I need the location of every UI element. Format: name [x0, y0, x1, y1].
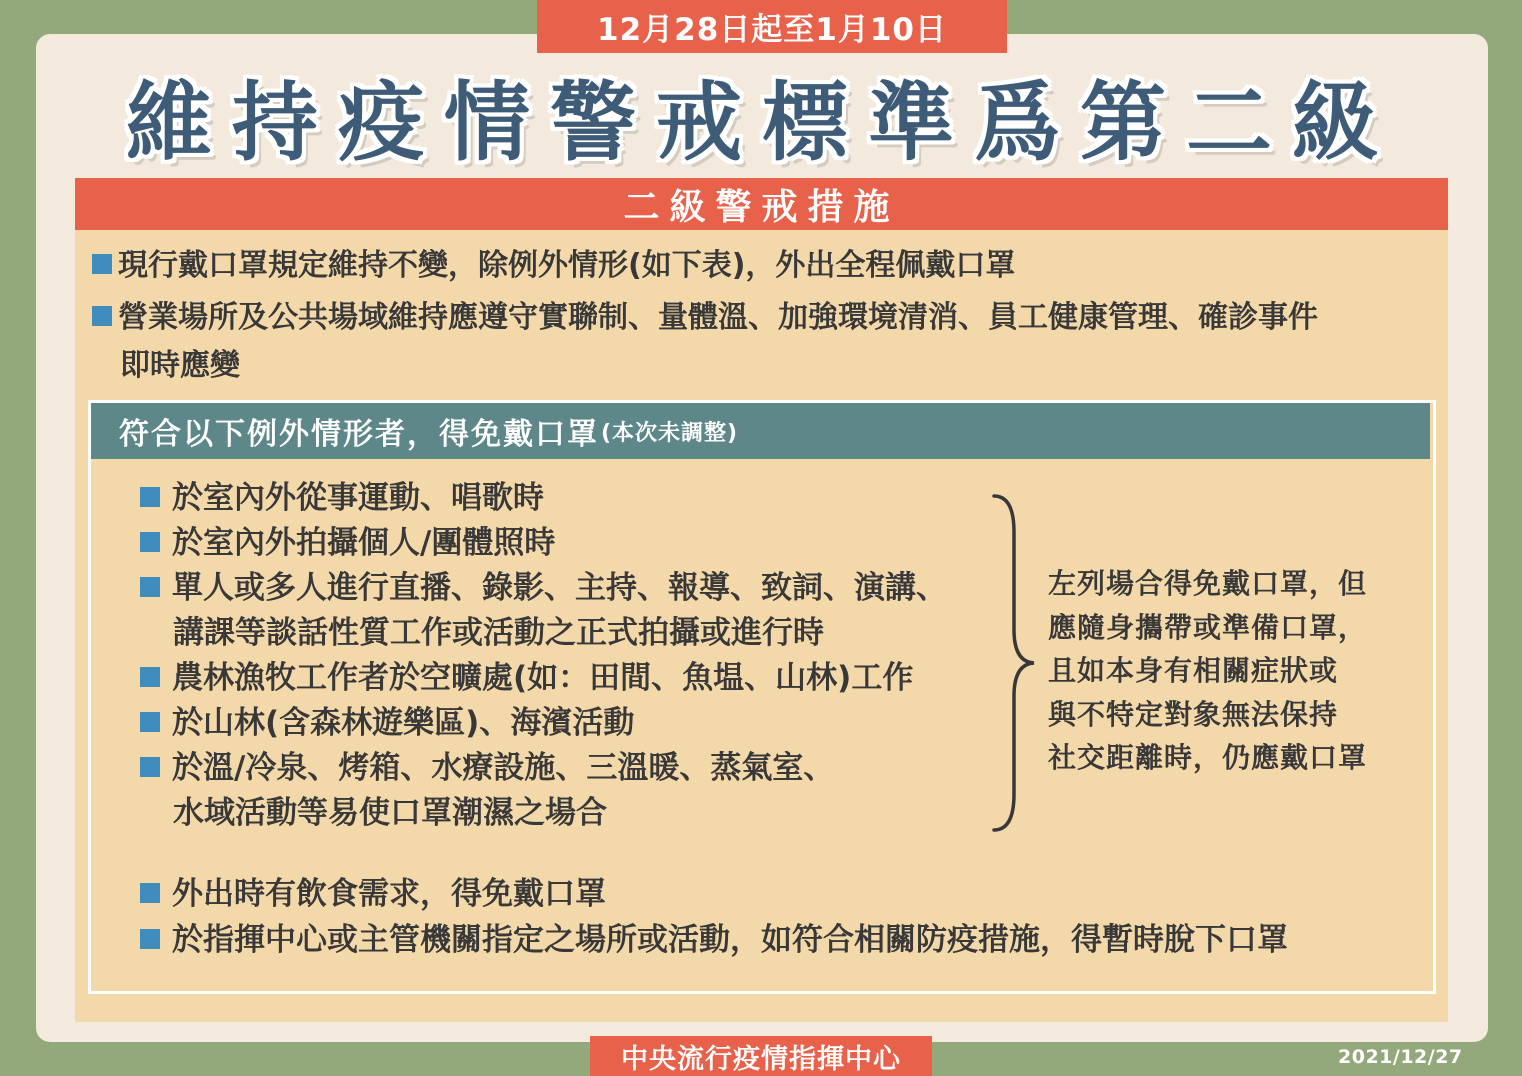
square-bullet-icon [140, 487, 160, 507]
square-bullet-icon [92, 306, 112, 326]
side-note-line: 與不特定對象無法保持 [1048, 697, 1339, 731]
exception-text: 於溫/冷泉、烤箱、水療設施、三溫暖、蒸氣室、 [172, 750, 835, 786]
date-range-tab [537, 0, 1007, 53]
agency-name: 中央流行疫情指揮中心 [621, 1043, 901, 1075]
exception-item [140, 521, 1000, 566]
section-header: 二級警戒措施 [75, 178, 1448, 230]
exception-text: 外出時有飲食需求，得免戴口罩 [172, 876, 606, 912]
agency-tab [590, 1036, 932, 1076]
exception-item [140, 918, 1420, 963]
main-title: 維持疫情警戒標準爲第二級 [126, 73, 1398, 173]
square-bullet-icon [140, 577, 160, 597]
rule-text: 現行戴口罩規定維持不變，除例外情形(如下表)，外出全程佩戴口罩 [118, 248, 1016, 283]
exceptions-header-text: 符合以下例外情形者，得免戴口罩 [119, 417, 599, 452]
side-note-line: 應隨身攜帶或準備口罩， [1048, 610, 1368, 644]
exceptions-header [91, 403, 1430, 459]
exception-text: 單人或多人進行直播、錄影、主持、報導、致詞、演講、 [172, 570, 947, 606]
rule-text-continued: 即時應變 [120, 348, 240, 383]
rule-item [92, 242, 1437, 290]
exception-item [140, 872, 1420, 917]
square-bullet-icon [92, 254, 112, 274]
side-note-line: 左列場合得免戴口罩，但 [1048, 567, 1368, 600]
exception-text: 農林漁牧工作者於空曠處(如：田間、魚塭、山林)工作 [172, 660, 914, 696]
square-bullet-icon [140, 883, 160, 903]
exception-item [140, 476, 1000, 521]
published-date: 2021/12/27 [1338, 1046, 1463, 1068]
side-note-line: 且如本身有相關症狀或 [1048, 654, 1339, 687]
square-bullet-icon [140, 757, 160, 777]
exception-text: 於山林(含森林遊樂區)、海濱活動 [172, 705, 635, 741]
rule-item [92, 294, 1437, 390]
square-bullet-icon [140, 532, 160, 552]
exception-text-continued: 講課等談話性質工作或活動之正式拍攝或進行時 [173, 615, 824, 651]
exception-text: 於室內外拍攝個人/團體照時 [172, 525, 556, 561]
exception-item [140, 656, 1000, 701]
square-bullet-icon [140, 929, 160, 949]
exception-item [140, 746, 1000, 836]
date-range-text: 12月28日起至1月10日 [597, 12, 947, 48]
exception-item [140, 566, 1000, 656]
exception-text: 於指揮中心或主管機關指定之場所或活動，如符合相關防疫措施，得暫時脫下口罩 [172, 922, 1288, 958]
side-note-line: 社交距離時，仍應戴口罩 [1048, 741, 1368, 774]
exception-text: 於室內外從事運動、唱歌時 [172, 480, 544, 516]
exceptions-header-note: (本次未調整) [601, 420, 739, 446]
square-bullet-icon [140, 712, 160, 732]
exception-text-continued: 水域活動等易使口罩潮濕之場合 [173, 795, 607, 831]
exception-side-note [1048, 562, 1408, 780]
square-bullet-icon [140, 667, 160, 687]
exception-item [140, 701, 1000, 746]
curly-brace-icon [990, 492, 1040, 834]
rule-text: 營業場所及公共場域維持應遵守實聯制、量體溫、加強環境清消、員工健康管理、確診事件 [118, 300, 1318, 335]
